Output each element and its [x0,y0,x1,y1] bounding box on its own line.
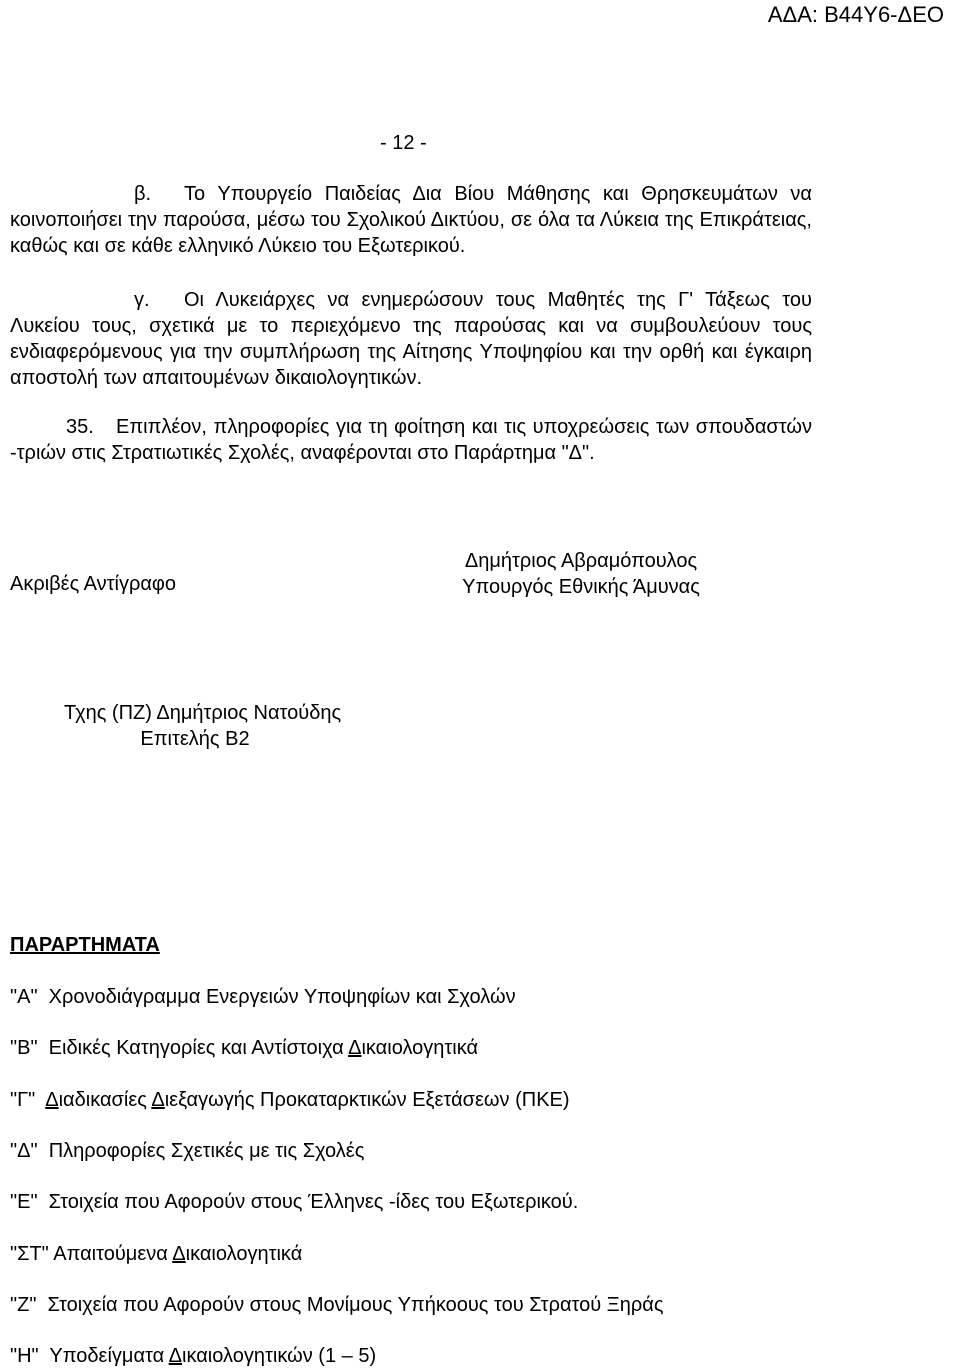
ada-code: ΑΔΑ: Β44Υ6-ΔΕΟ [767,2,944,27]
annex-item [10,1140,364,1163]
annex-code: "Δ" [10,1140,38,1162]
paragraph-35 [10,414,812,466]
paragraph-text: Οι Λυκειάρχες να ενημερώσουν τους Μαθητές της Γ' Τάξεως του Λυκείου τους, σχετικά με το περιεχόμενο της παρούσας και να συμβουλεύουν τους ενδιαφερόμενους για την συμπλήρωση της Αίτησης Υποψηφίου και την ορθή και έγκαιρη αποστολή των απαιτουμένων δικαιολογητικών. [10,289,812,389]
paragraph-gamma [10,287,812,391]
annex-title: Υποδείγματα Δικαιολογητικών (1 – 5) [49,1345,377,1367]
annex-title: Ειδικές Κατηγορίες και Αντίστοιχα Δικαιολογητικά [48,1037,479,1059]
annexes-heading: ΠΑΡΑΡΤΗΜΑΤΑ [10,934,160,956]
annex-code: "Γ" [10,1089,36,1111]
officer-title: Επιτελής Β2 [140,728,250,750]
minister-title: Υπουργός Εθνικής Άμυνας [462,576,700,598]
annex-title: Απαιτούμενα Δικαιολογητικά [53,1243,303,1265]
paragraph-text: Το Υπουργείο Παιδείας Δια Βίου Μάθησης και Θρησκευμάτων να κοινοποιήσει την παρούσα, μέσω του Σχολικού Δικτύου, σε όλα τα Λύκεια της Επικράτειας, καθώς και σε κάθε ελληνικό Λύκειο του Εξωτερικού. [10,183,812,257]
annex-item [10,986,516,1009]
annex-item [10,1345,376,1368]
annex-item [10,1089,570,1112]
paragraph-text: Επιπλέον, πληροφορίες για τη φοίτηση και τις υποχρεώσεις των σπουδαστών -τριών στις Στρατιωτικές Σχολές, αναφέρονται στο Παράρτημα "Δ". [10,416,812,464]
paragraph-beta [10,181,812,259]
annex-code: "Ζ" [10,1294,37,1316]
annex-title: Στοιχεία που Αφορούν στους Έλληνες -ίδες του Εξωτερικού. [48,1191,579,1213]
annex-code: "ΣΤ" [10,1243,49,1265]
annex-item [10,1294,663,1317]
minister-name: Δημήτριος Αβραμόπουλος [464,550,698,572]
certified-copy-label: Ακριβές Αντίγραφο [10,573,177,595]
officer-signature-block [64,700,342,752]
annex-code: "Η" [10,1345,39,1367]
paragraph-label: γ. [134,289,150,311]
annex-title: Στοιχεία που Αφορούν στους Μονίμους Υπήκοους του Στρατού Ξηράς [47,1294,664,1316]
annex-item [10,1037,478,1060]
annex-code: "Β" [10,1037,38,1059]
paragraph-label: β. [134,183,152,205]
annex-title: Διαδικασίες Διεξαγωγής Προκαταρκτικών Εξετάσεων (ΠΚΕ) [45,1089,570,1111]
officer-name: Τχης (ΠΖ) Δημήτριος Νατούδης [64,702,342,724]
annex-title: Πληροφορίες Σχετικές με τις Σχολές [48,1140,365,1162]
annex-item [10,1191,578,1214]
page-number: - 12 - [380,132,427,154]
paragraph-label: 35. [66,416,94,438]
annex-title: Χρονοδιάγραμμα Ενεργειών Υποψηφίων και Σχολών [48,986,516,1008]
annex-code: "Α" [10,986,38,1008]
annex-item [10,1243,302,1266]
annex-code: "Ε" [10,1191,38,1213]
minister-signature-block [448,548,714,600]
